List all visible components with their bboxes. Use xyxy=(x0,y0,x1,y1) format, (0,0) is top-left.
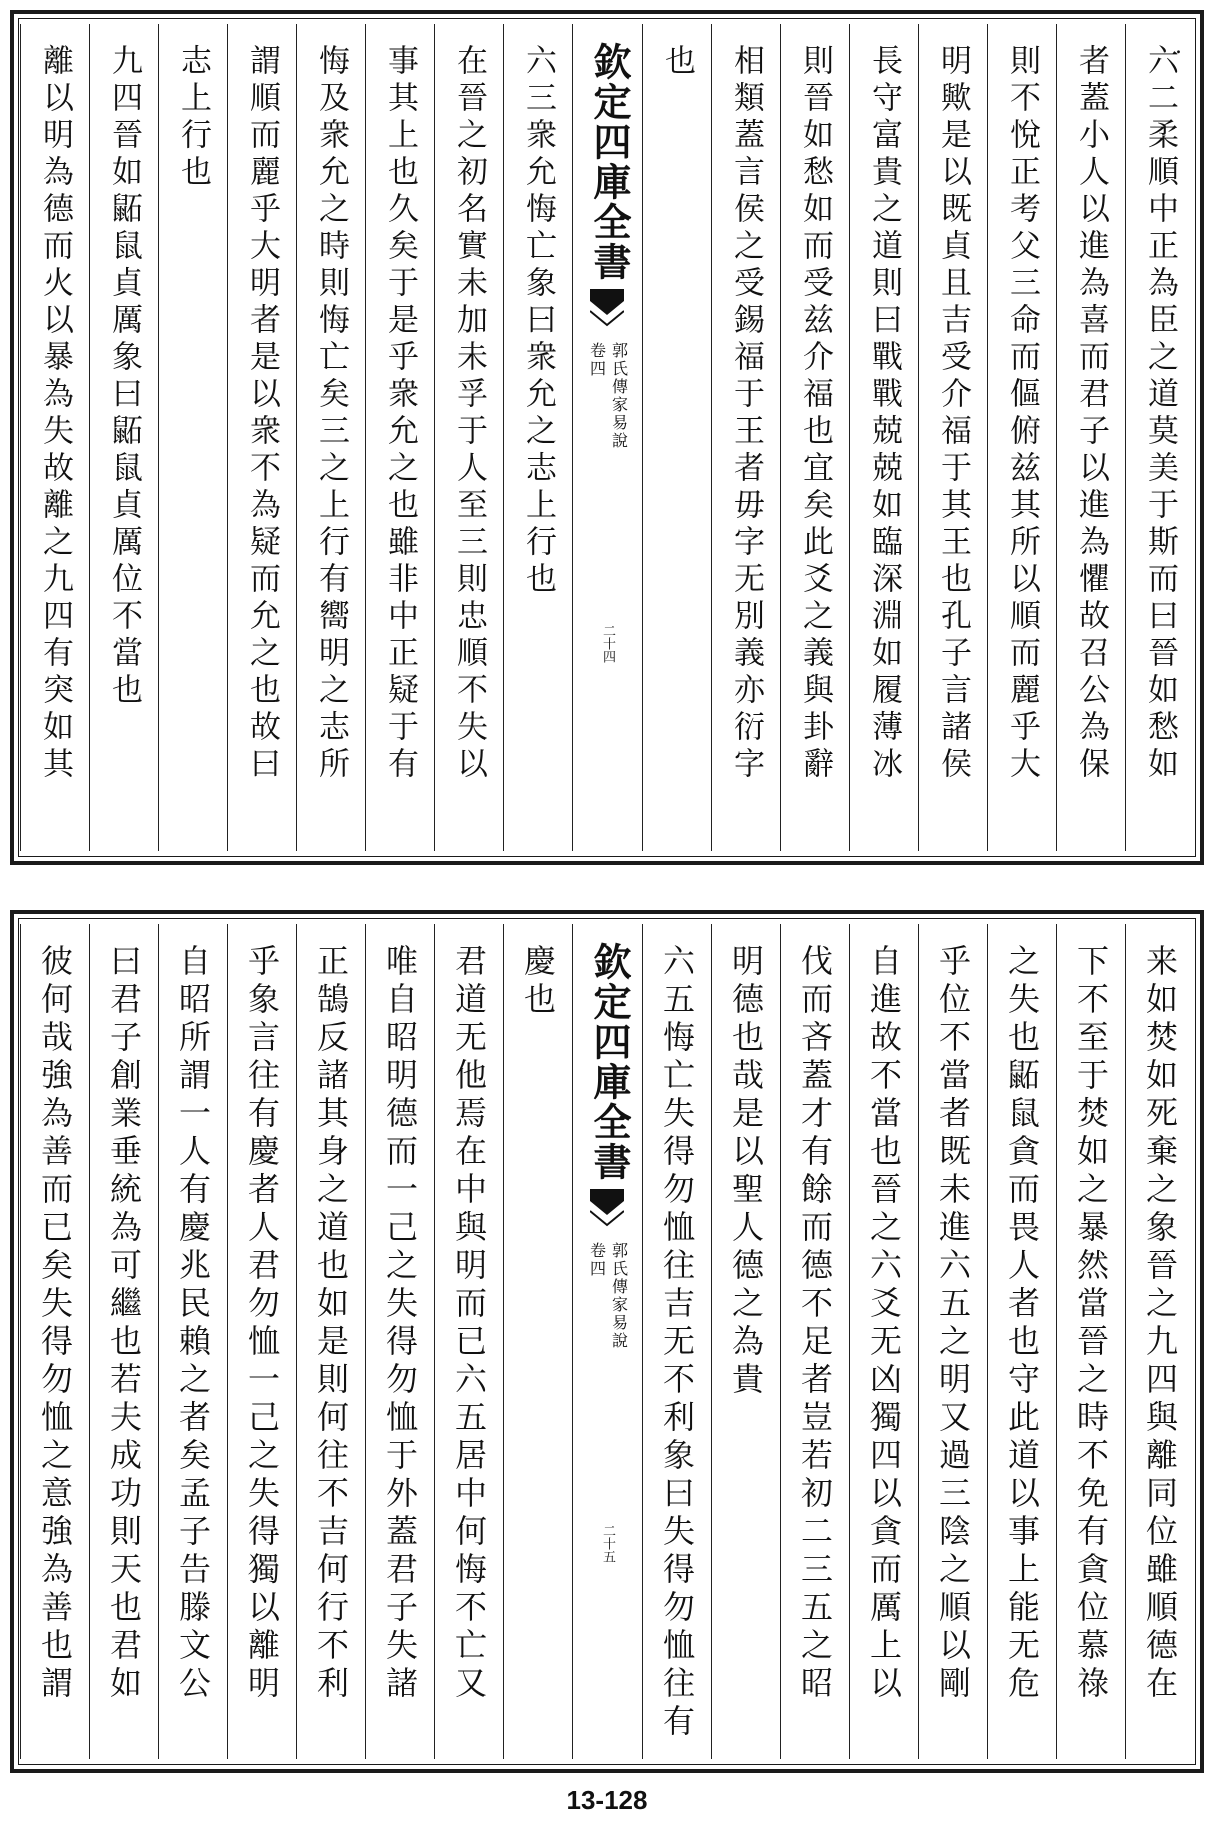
collection-title: 欽定四庫全書 xyxy=(587,942,632,1182)
column-text: 志上行也 xyxy=(175,44,211,192)
text-column xyxy=(918,924,987,1759)
column-text: 悔及衆允之時則悔亡矣三之上行有嚮明之志所 xyxy=(313,44,349,784)
column-text: 正鵠反諸其身之道也如是則何往不吉何行不利 xyxy=(312,944,350,1704)
text-column xyxy=(1125,924,1194,1759)
column-text: 曰君子創業垂統為可繼也若夫成功則天也君如 xyxy=(105,944,143,1704)
column-text: 自昭所謂一人有慶兆民賴之者矣孟子告滕文公 xyxy=(174,944,212,1704)
corner-mark: . xyxy=(1175,34,1182,59)
text-column xyxy=(89,924,158,1759)
page-footer-number: 13-128 xyxy=(566,1785,648,1815)
column-text: 下不至于焚如之暴然當晉之時不免有貪位慕祿 xyxy=(1072,944,1110,1704)
volume-label: 卷四 xyxy=(587,342,607,378)
text-column xyxy=(158,924,227,1759)
lower-page-frame xyxy=(10,910,1204,1773)
text-column xyxy=(987,924,1056,1759)
column-text: 彼何哉強為善而已矣失得勿恤之意強為善也謂 xyxy=(36,944,74,1704)
volume-label: 卷四 xyxy=(587,1242,607,1278)
text-column xyxy=(296,924,365,1759)
column-text: 六二柔順中正為臣之道莫美于斯而曰晉如愁如 xyxy=(1142,44,1178,784)
column-text: 慶也 xyxy=(519,944,557,1020)
book-title: 郭氏傳家易說 xyxy=(609,1242,629,1350)
column-text: 君道无他焉在中與明而已六五居中何悔不亡又 xyxy=(450,944,488,1704)
text-column xyxy=(1056,924,1125,1759)
column-text: 六三衆允悔亡象曰衆允之志上行也 xyxy=(520,44,556,599)
column-text: 之失也鼫鼠貪而畏人者也守此道以事上能无危 xyxy=(1003,944,1041,1704)
text-column xyxy=(227,924,296,1759)
text-column xyxy=(780,924,849,1759)
leaf-number: 二十四 xyxy=(600,624,615,663)
column-text: 事其上也久矣于是乎衆允之也雖非中正疑于有 xyxy=(382,44,418,784)
text-column xyxy=(20,924,89,1759)
column-text: 離以明為德而火以暴為失故離之九四有突如其 xyxy=(37,44,73,784)
fishtail-mark xyxy=(590,1189,624,1229)
book-info xyxy=(575,1242,640,1350)
text-column xyxy=(849,924,918,1759)
book-title: 郭氏傳家易說 xyxy=(609,342,629,450)
column-text: 自進故不當也晉之六爻无凶獨四以貪而厲上以 xyxy=(865,944,903,1704)
column-text: 乎位不當者既未進六五之明又過三陰之順以剛 xyxy=(934,944,972,1704)
text-column xyxy=(434,924,503,1759)
column-text: 九四晉如鼫鼠貞厲象曰鼫鼠貞厲位不當也 xyxy=(106,44,142,710)
column-text: 則晉如愁如而受兹介福也宜矣此爻之義與卦辭 xyxy=(797,44,833,784)
column-text: 在晉之初名實未加未孚于人至三則忠順不失以 xyxy=(451,44,487,784)
column-text: 相類蓋言侯之受錫福于王者毋字无別義亦衍字 xyxy=(728,44,764,784)
column-text: 者蓋小人以進為喜而君子以進為懼故召公為保 xyxy=(1073,44,1109,784)
collection-title: 欽定四庫全書 xyxy=(587,42,632,282)
text-column xyxy=(365,924,434,1759)
column-text: 唯自昭明德而一己之失得勿恤于外蓋君子失諸 xyxy=(381,944,419,1704)
column-text: 伐而吝蓋才有餘而德不足者豈若初二三五之昭 xyxy=(796,944,834,1704)
text-column xyxy=(711,924,780,1759)
text-column xyxy=(642,924,711,1759)
column-text: 明德也哉是以聖人德之為貴 xyxy=(727,944,765,1400)
column-text: 也 xyxy=(659,44,695,81)
center-fold-column xyxy=(572,924,642,1759)
column-text: 来如焚如死棄之象晉之九四與離同位雖順德在 xyxy=(1141,944,1179,1704)
column-text: 乎象言往有慶者人君勿恤一己之失得獨以離明 xyxy=(243,944,281,1704)
column-text: 長守富貴之道則曰戰戰兢兢如臨深淵如履薄冰 xyxy=(866,44,902,784)
leaf-number: 二十五 xyxy=(600,1524,615,1563)
column-text: 謂順而麗乎大明者是以衆不為疑而允之也故曰 xyxy=(244,44,280,784)
column-text: 則不悅正考父三命而傴俯兹其所以順而麗乎大 xyxy=(1004,44,1040,784)
column-text: 明歟是以既貞且吉受介福于其王也孔子言諸侯 xyxy=(935,44,971,784)
column-text: 六五悔亡失得勿恤往吉无不利象曰失得勿恤往有 xyxy=(658,944,696,1742)
text-column xyxy=(503,924,572,1759)
